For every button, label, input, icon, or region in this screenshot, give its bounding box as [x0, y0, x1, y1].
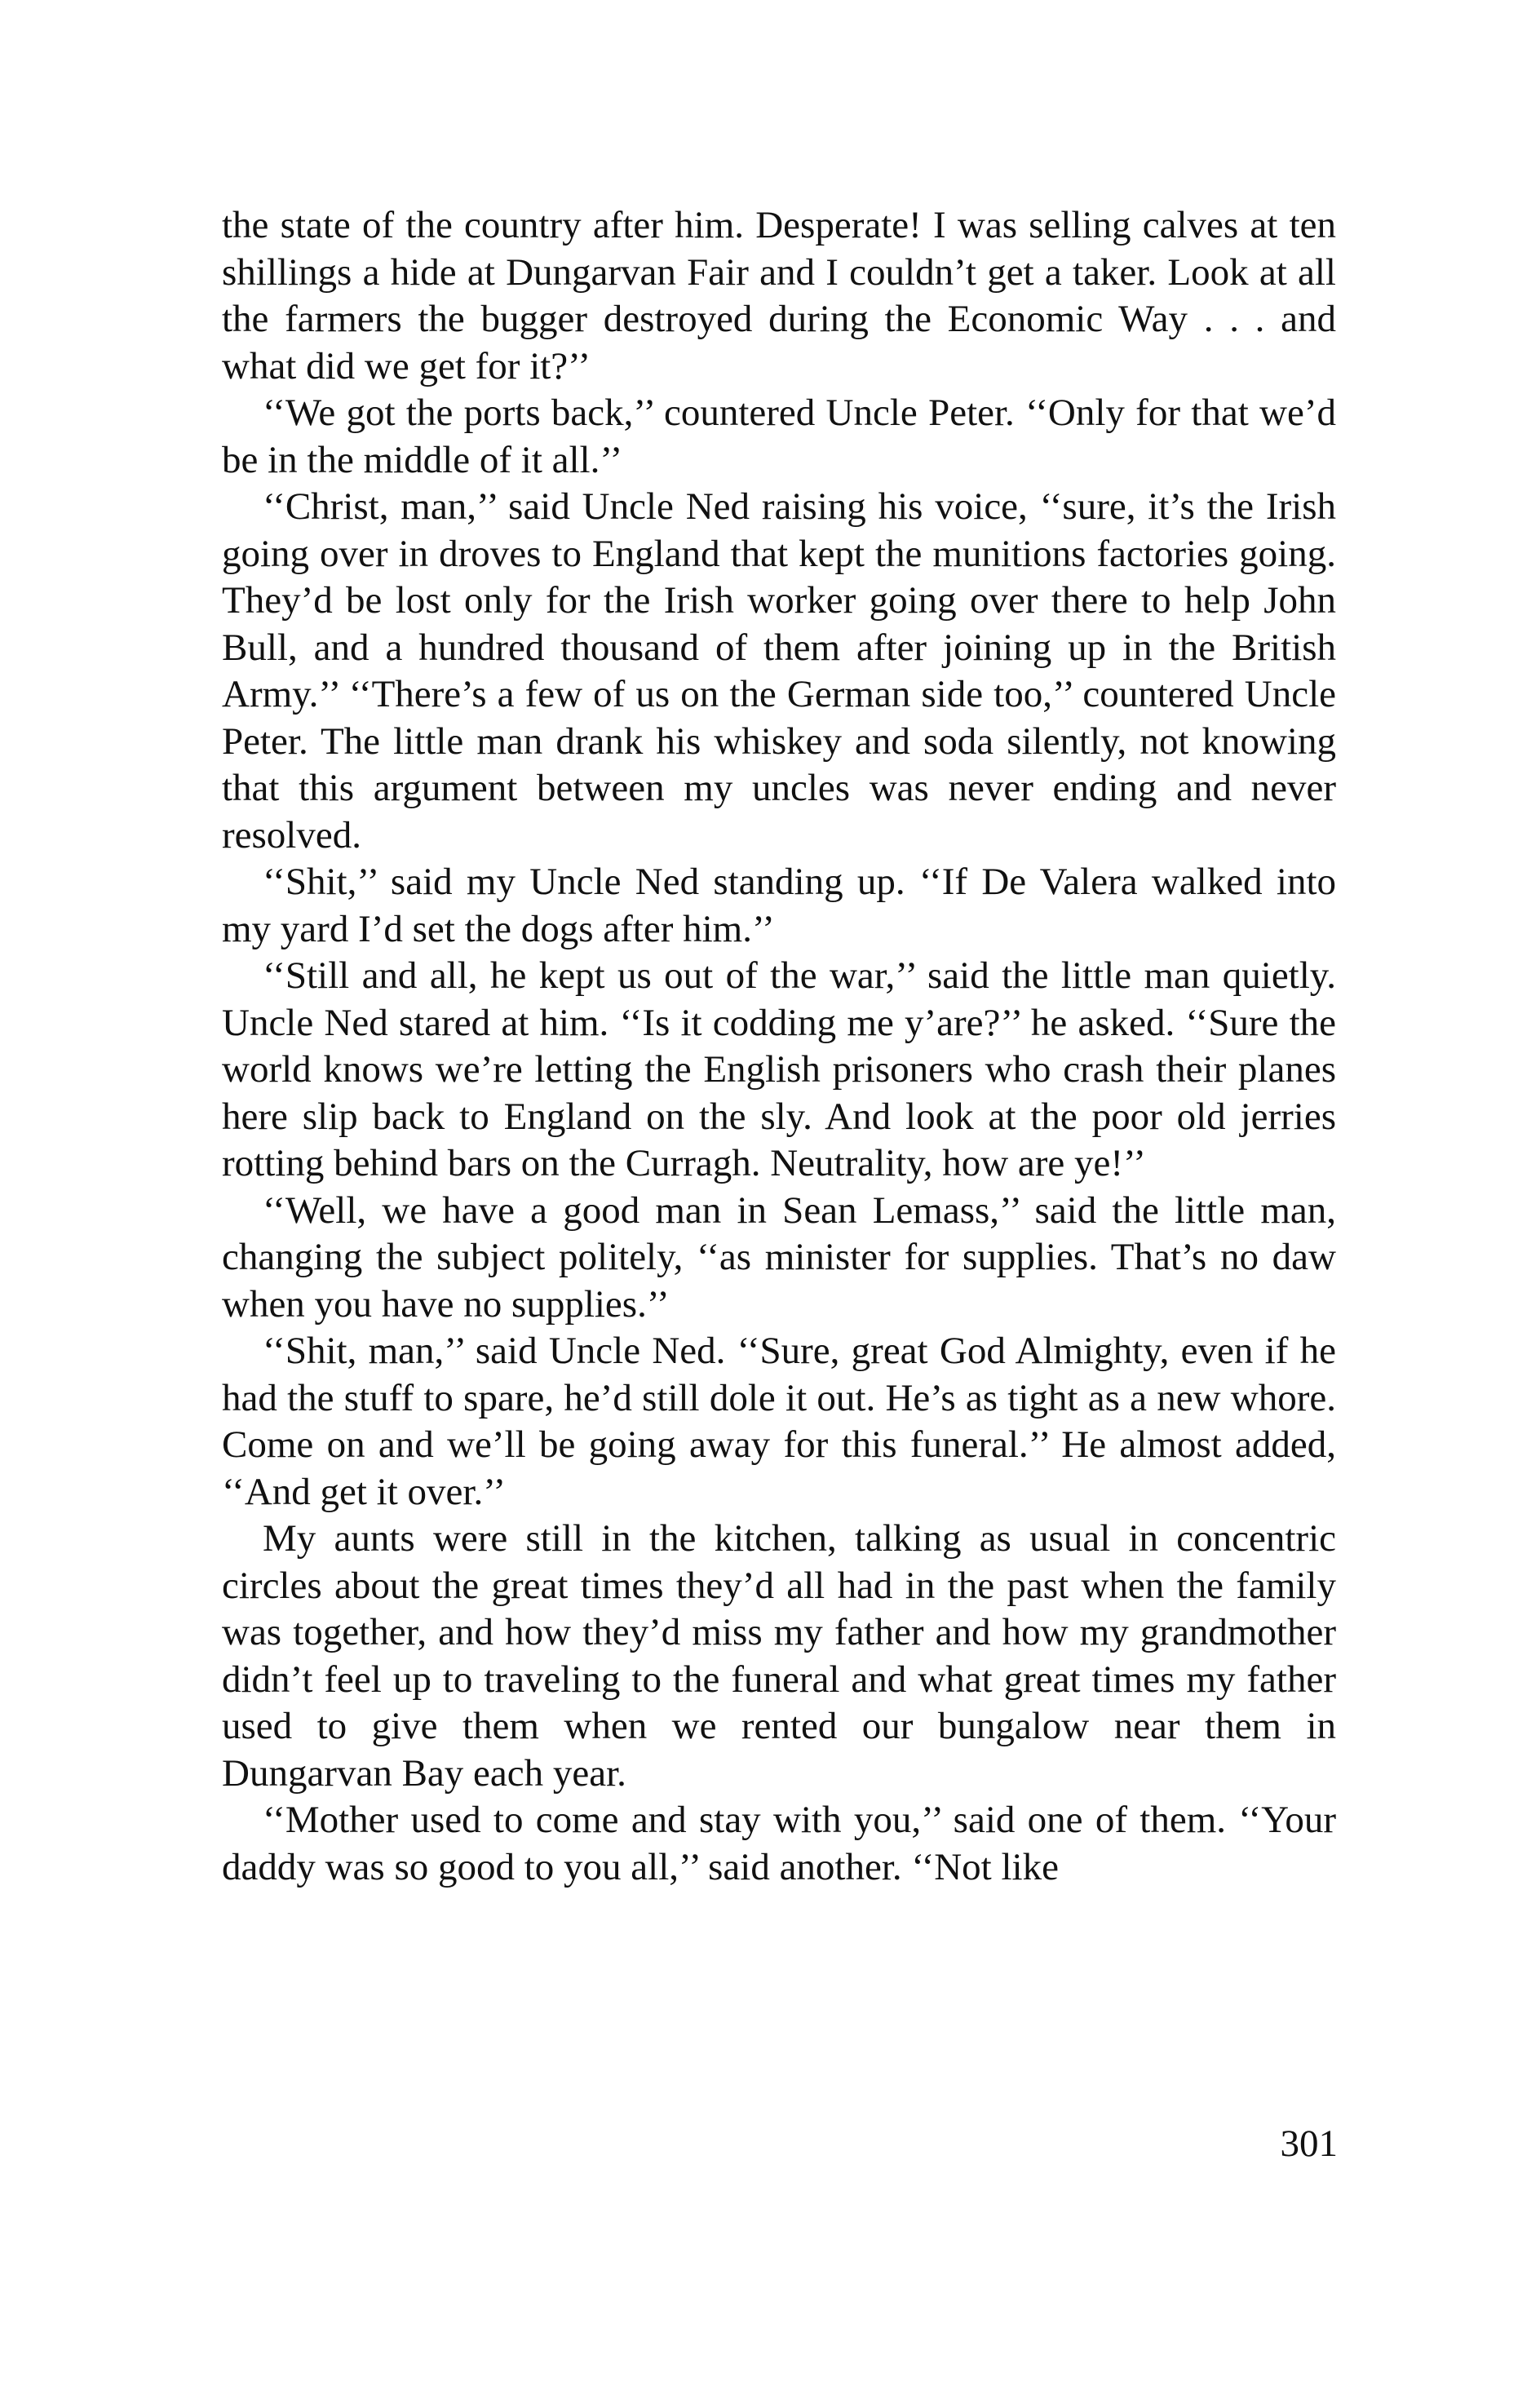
paragraph-1: the state of the country after him. Desperate! I was selling calves at ten shillings a hide at Dungarvan Fair and I couldn’t get a taker. Look at all the farmers the bugger destroyed during the Economic Way . . . and what did we get for it?’’: [222, 204, 1336, 387]
paragraph-7: ‘‘Shit, man,’’ said Uncle Ned. ‘‘Sure, great God Almighty, even if he had the stuff to spare, he’d still dole it out. He’s as tight as a new whore. Come on and we’ll be going away for this funeral.’’ He almost added, ‘‘And get it over.’’: [222, 1330, 1336, 1513]
paragraph-3: ‘‘Christ, man,’’ said Uncle Ned raising his voice, ‘‘sure, it’s the Irish going over in droves to England that kept the munitions factories going. They’d be lost only for the Irish worker going over there to help John Bull, and a hundred thousand of them after joining up in the British Army.’’ ‘‘There’s a few of us on the German side too,’’ countered Uncle Peter. The little man drank his whiskey and soda silently, not knowing that this argument between my uncles was never ending and never resolved.: [222, 485, 1336, 856]
paragraph-2: ‘‘We got the ports back,’’ countered Uncle Peter. ‘‘Only for that we’d be in the middle of it all.’’: [222, 392, 1336, 481]
paragraph-6: ‘‘Well, we have a good man in Sean Lemass,’’ said the little man, changing the subject politely, ‘‘as minister for supplies. That’s no daw when you have no supplies.’’: [222, 1188, 1336, 1326]
paragraph-4: ‘‘Shit,’’ said my Uncle Ned standing up. ‘‘If De Valera walked into my yard I’d set the dogs after him.’’: [222, 861, 1336, 950]
paragraph-9: ‘‘Mother used to come and stay with you,’’ said one of them. ‘‘Your daddy was so good to you all,’’ said another. ‘‘Not like: [222, 1799, 1336, 1888]
paragraph-8: My aunts were still in the kitchen, talking as usual in concentric circles about the great times they’d all had in the past when the family was together, and how they’d miss my father and how my grandmother didn’t feel up to traveling to the funeral and what great times my father used to give them when we rented our bungalow near them in Dungarvan Bay each year.: [222, 1517, 1336, 1795]
paragraph-5: ‘‘Still and all, he kept us out of the war,’’ said the little man quietly. Uncle Ned stared at him. ‘‘Is it codding me y’are?’’ he asked. ‘‘Sure the world knows we’re letting the English prisoners who crash their planes here slip back to England on the sly. And look at the poor old jerries rotting behind bars on the Curragh. Neutrality, how are ye!’’: [222, 954, 1336, 1184]
page-number: 301: [1280, 2122, 1338, 2165]
body-text: [222, 202, 1336, 1891]
